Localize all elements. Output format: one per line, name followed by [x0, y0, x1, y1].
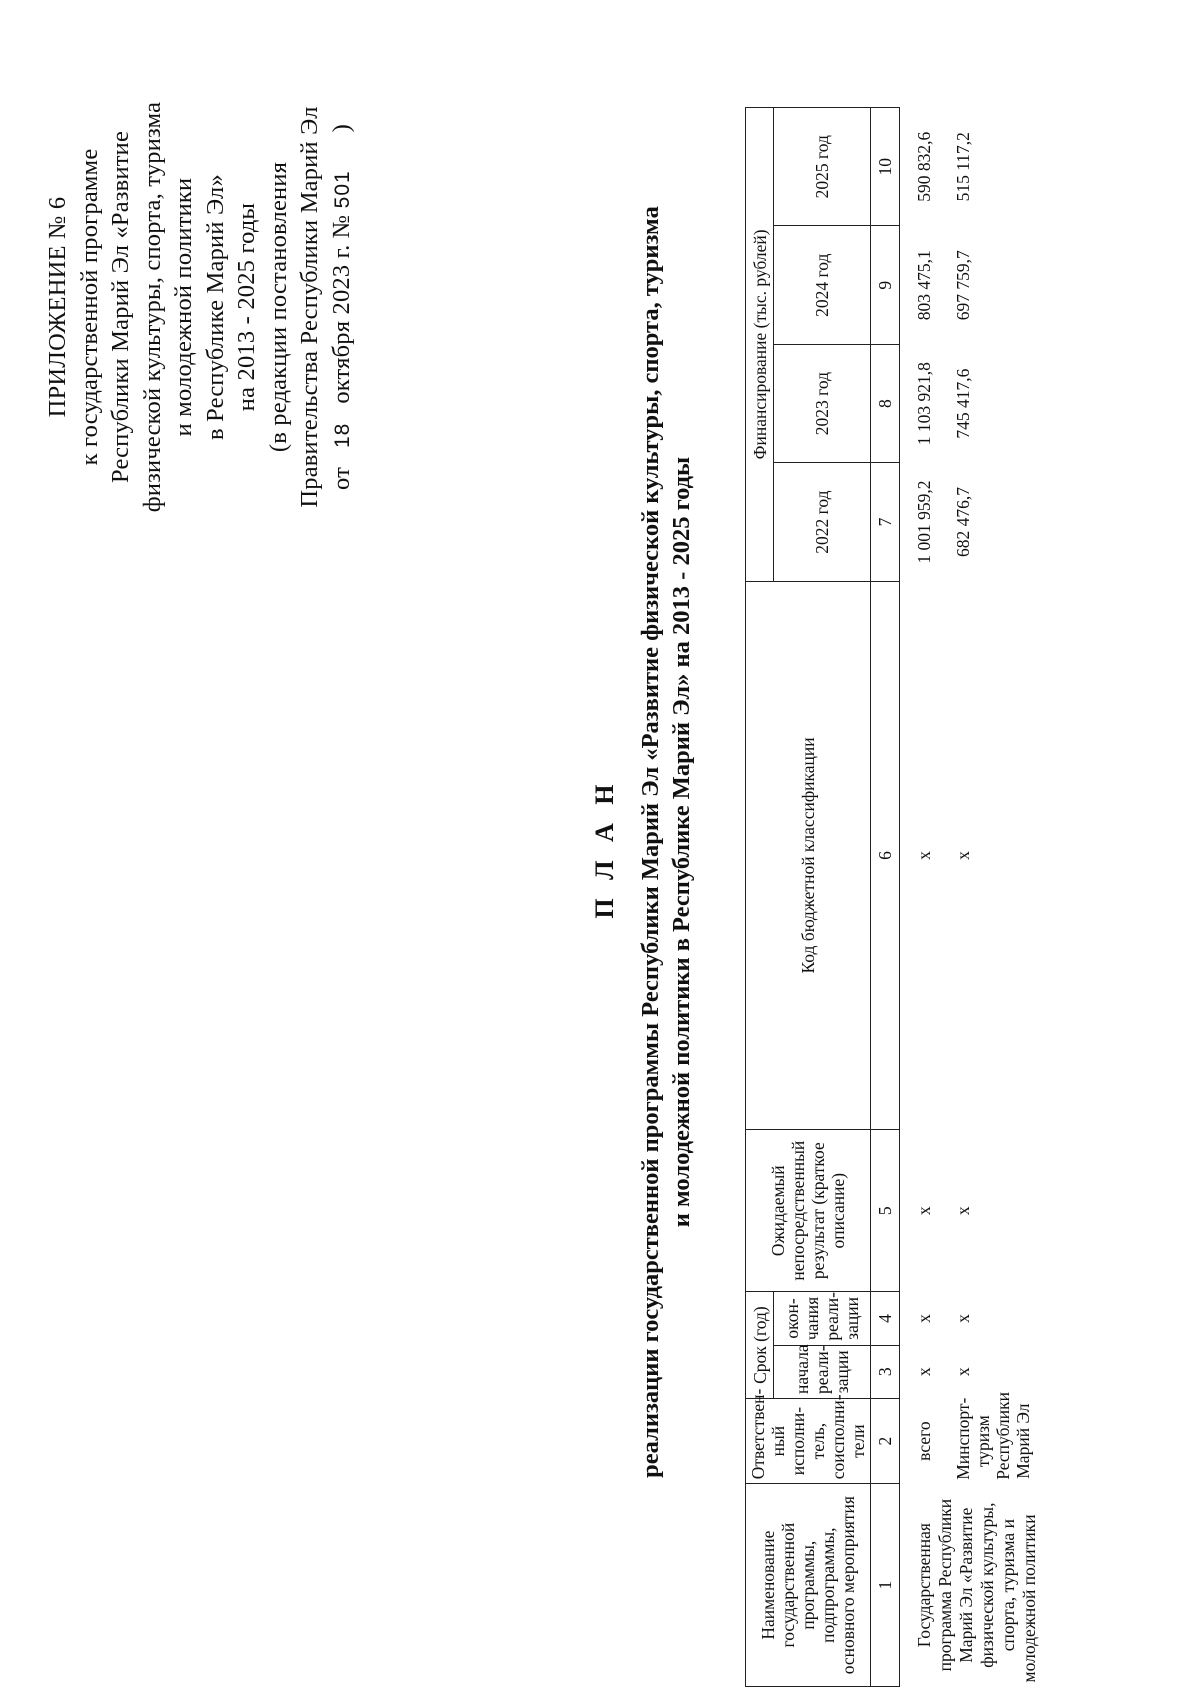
end-cell: х	[952, 1314, 973, 1323]
executor-cell: Минспорт-туризм Республики Марий Эл	[952, 1392, 1033, 1480]
executor-cell: всего	[914, 1421, 934, 1461]
appendix-line: в Республике Марий Эл»	[201, 174, 229, 440]
header-result: Ожидаемый непосредственный результат (краткое описание)	[746, 1130, 871, 1292]
appendix-line: физической культуры, спорта, туризма	[138, 101, 166, 513]
plan-subtitle	[635, 12, 697, 1672]
header-term: Срок (год)	[746, 1292, 774, 1399]
column-number: 5	[871, 1130, 900, 1292]
appendix-date-line	[326, 72, 359, 542]
table-row	[939, 108, 1042, 1687]
plan-table	[745, 107, 1042, 1687]
header-executor: Ответствен-ный исполни-тель, соисполни-тели	[746, 1398, 871, 1483]
header-kbk: Код бюджетной классификации	[746, 581, 871, 1129]
finance-2025-cell: 590 832,6	[914, 131, 934, 202]
column-number: 3	[871, 1345, 900, 1398]
header-2022: 2022 год	[774, 463, 871, 581]
appendix-line: Республики Марий Эл «Развитие	[107, 130, 134, 484]
column-number: 2	[871, 1398, 900, 1483]
header-name: Наименование государственной программы, подпрограммы, основного мероприятия	[746, 1484, 871, 1687]
column-number: 6	[871, 581, 900, 1129]
header-2024: 2024 год	[774, 226, 871, 344]
end-cell: х	[914, 1314, 934, 1323]
start-cell: х	[914, 1367, 934, 1377]
finance-2023-cell: 1 103 921,8	[914, 362, 934, 446]
finance-2023-cell: 745 417,6	[952, 368, 973, 439]
header-start: начала реали-зации	[774, 1345, 871, 1398]
appendix-line: (в редакции постановления	[264, 161, 292, 453]
closing-paren: )	[327, 123, 355, 133]
finance-2024-cell: 803 475,1	[914, 250, 934, 321]
result-cell: х	[914, 1206, 934, 1216]
column-number: 7	[871, 463, 900, 581]
appendix-line: и молодежной политики	[170, 177, 197, 437]
kbk-cell: х	[914, 851, 934, 860]
finance-2022-cell: 682 476,7	[952, 487, 973, 558]
appendix-line: Правительства Республики Марий Эл	[296, 106, 323, 508]
column-number: 4	[871, 1292, 900, 1345]
finance-2025-cell: 515 117,2	[952, 132, 973, 202]
header-end: окон-чания реали-зации	[774, 1292, 871, 1345]
kbk-cell: х	[952, 851, 973, 860]
column-number: 9	[871, 226, 900, 344]
finance-2022-cell: 1 001 959,2	[914, 480, 934, 564]
doc-number: 501	[330, 170, 354, 209]
appendix-line: к государственной программе	[75, 148, 103, 466]
header-2023: 2023 год	[774, 344, 871, 462]
column-number: 1	[871, 1484, 900, 1687]
column-number: 8	[871, 344, 900, 462]
header-finance: Финансирование (тыс. рублей)	[746, 108, 774, 582]
plan-subtitle-line2: и молодежной политики в Республике Марий Эл» на 2013 - 2025 годы	[668, 456, 695, 1228]
start-cell: х	[952, 1367, 973, 1377]
appendix-title: ПРИЛОЖЕНИЕ № 6	[44, 196, 71, 418]
plan-title: П Л А Н	[590, 778, 619, 919]
appendix-block	[42, 72, 358, 542]
plan-subtitle-line1: реализации государственной программы Республики Марий Эл «Развитие физической культуры, спорта, туризма	[637, 206, 664, 1478]
date-day: 18	[330, 422, 354, 449]
appendix-line: на 2013 - 2025 годы	[233, 202, 260, 412]
finance-2024-cell: 697 759,7	[952, 250, 973, 321]
result-cell: х	[952, 1206, 973, 1216]
header-2025: 2025 год	[774, 108, 871, 226]
date-prefix: от	[327, 467, 355, 491]
date-rest: октября 2023 г. №	[327, 214, 355, 404]
column-number: 10	[871, 108, 900, 226]
table-row	[900, 108, 939, 1687]
program-name: Государственная программа Республики Марий Эл «Развитие физической культуры, спорта, туризма и молодежной политики	[914, 1498, 1039, 1683]
